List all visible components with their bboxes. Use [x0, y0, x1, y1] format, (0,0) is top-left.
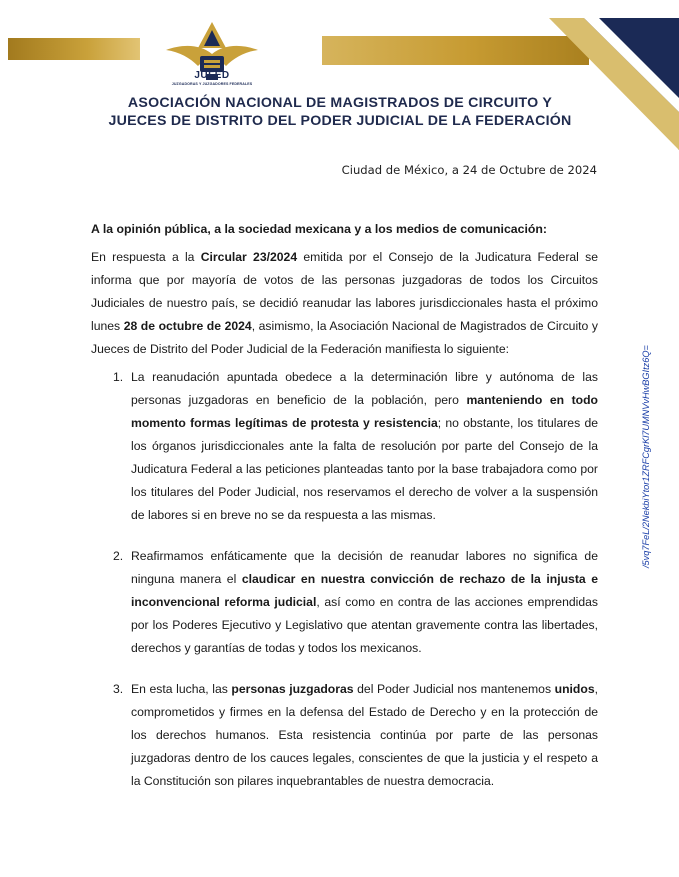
list-item-emphasis: claudicar en nuestra convicción de rechazo de la injusta e inconvencional reforma judicial: [131, 572, 598, 609]
list-item-text: del Poder Judicial nos mantenemos: [353, 682, 555, 696]
list-item-text: Reafirmamos enfáticamente que la decisión de reanudar labores no significa de ninguna manera el: [131, 549, 598, 586]
list-item-number: 2.: [113, 549, 124, 563]
dateline: Ciudad de México, a 24 de Octubre de 2024: [341, 163, 597, 177]
intro-text: , asimismo, la Asociación Nacional de Magistrados de Circuito y Jueces de Distrito del Poder Judicial de la Federación manifiesta lo siguiente:: [91, 319, 598, 356]
list-item: [91, 545, 598, 660]
list-item-text: En esta lucha, las: [131, 682, 232, 696]
list-item-text: ; no obstante, los titulares de los órganos jurisdiccionales ante la falta de resolución por parte del Consejo de la Judicatura Federal a las peticiones planteadas tanto por la base trabajadora como por los titulares del Poder Judicial, nos reservamos el derecho de volver a la suspensión de labores si en breve no se da respuesta a las mismas.: [131, 416, 598, 522]
list-item-emphasis: unidos: [554, 682, 595, 696]
jufed-logo-icon: [160, 16, 264, 104]
resume-date: 28 de octubre de 2024: [123, 319, 252, 333]
list-item-number: 3.: [113, 682, 124, 696]
list-item-emphasis: personas juzgadoras: [231, 682, 354, 696]
intro-paragraph: [91, 246, 598, 361]
list-item-emphasis: manteniendo en todo momento formas legítimas de protesta y resistencia: [131, 393, 598, 430]
organization-name-line2: JUECES DE DISTRITO DEL PODER JUDICIAL DE LA FEDERACIÓN: [108, 113, 572, 129]
list-item: [91, 366, 598, 527]
circular-reference: Circular 23/2024: [200, 250, 298, 264]
list-item-text: , así como en contra de las acciones emprendidas por los Poderes Ejecutivo y Legislativo que atentan gravemente contra las libertades, derechos y garantías de todas y todos los mexicanos.: [131, 595, 598, 655]
header-gold-band-left: [8, 38, 140, 60]
statement-list: [91, 366, 598, 793]
intro-text: emitida por el Consejo de la Judicatura Federal se informa que por mayoría de votos de las personas juzgadoras de todos los Circuitos Judiciales de nuestro país, se decidió reanudar las labores jurisdiccionales hasta el próximo lunes: [91, 250, 598, 333]
list-item-text: , comprometidos y firmes en la defensa del Estado de Derecho y en la protección de los derechos humanos. Esta resistencia continúa por parte de las personas juzgadoras dentro de los cauces legales, conscientes de que la justicia y el respeto a la Constitución son pilares inquebrantables de nuestra democracia.: [131, 682, 598, 788]
logo-subtitle: JUZGADORAS Y JUZGADORES FEDERALES: [171, 82, 253, 86]
logo-title: JUFED: [194, 70, 230, 81]
intro-text: En respuesta a la: [91, 250, 201, 264]
salutation: A la opinión pública, a la sociedad mexicana y a los medios de comunicación:: [91, 222, 548, 236]
list-item-number: 1.: [113, 370, 124, 384]
list-item: [91, 678, 598, 793]
side-verification-code: [641, 318, 655, 568]
list-item-text: La reanudación apuntada obedece a la determinación libre y autónoma de las personas juzgadoras en beneficio de la población, pero: [131, 370, 598, 407]
organization-name-line1: ASOCIACIÓN NACIONAL DE MAGISTRADOS DE CIRCUITO Y: [127, 95, 553, 111]
verification-code-text: /5vq7FeL/2NekbiYtor1ZRFCgrKl7UMNVvHwBGItz6Q=: [641, 345, 651, 568]
